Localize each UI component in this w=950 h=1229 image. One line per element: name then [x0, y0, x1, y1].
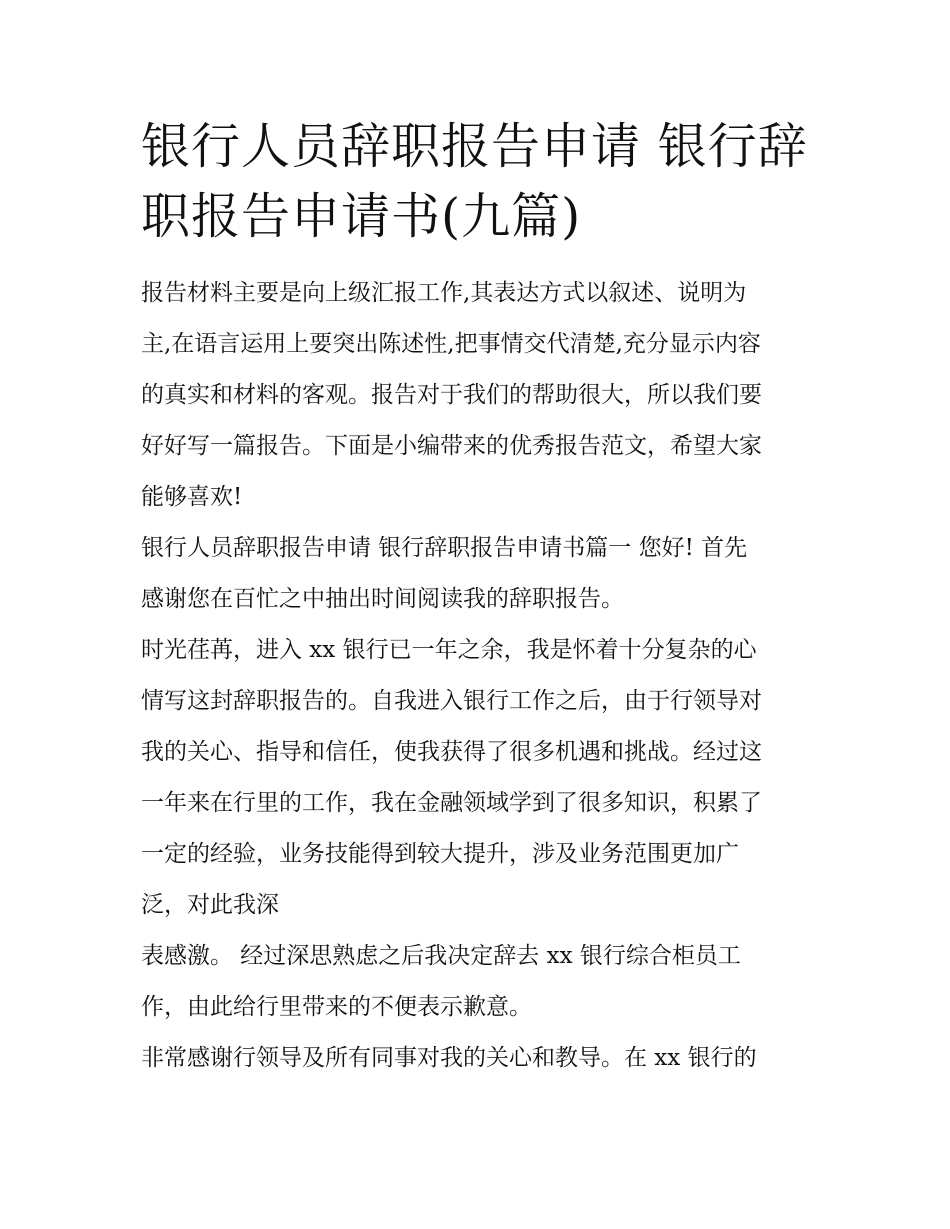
paragraph-reason	[141, 625, 821, 931]
text-line: 主,在语言运用上要突出陈述性,把事情交代清楚,充分显示内容	[141, 331, 761, 357]
document-content	[141, 112, 821, 1084]
paragraph-decision	[141, 931, 821, 1033]
text-line: 能够喜欢!	[141, 484, 243, 510]
document-body	[141, 268, 821, 1084]
title-line: 银行人员辞职报告申请 银行辞	[141, 118, 808, 175]
paragraph-heading-greeting	[141, 523, 821, 625]
text-line: 我的关心、指导和信任，使我获得了很多机遇和挑战。经过这	[141, 739, 762, 765]
text-line: 好好写一篇报告。下面是小编带来的优秀报告范文，希望大家	[141, 433, 762, 459]
paragraph-intro	[141, 268, 821, 523]
text-line: 的真实和材料的客观。报告对于我们的帮助很大，所以我们要	[141, 382, 762, 408]
title-line: 职报告申请书(九篇)	[141, 188, 582, 245]
text-line: 情写这封辞职报告的。自我进入银行工作之后，由于行领导对	[141, 688, 762, 714]
paragraph-thanks	[141, 1033, 821, 1084]
text-line: 时光荏苒，进入 xx 银行已一年之余，我是怀着十分复杂的心	[141, 637, 757, 663]
text-line: 一年来在行里的工作，我在金融领域学到了很多知识，积累了	[141, 790, 762, 816]
document-title	[141, 112, 821, 252]
text-line: 泛，对此我深	[141, 892, 279, 918]
text-line: 银行人员辞职报告申请 银行辞职报告申请书篇一 您好! 首先	[141, 535, 748, 561]
text-line: 感谢您在百忙之中抽出时间阅读我的辞职报告。	[141, 586, 624, 612]
text-line: 表感激。 经过深思熟虑之后我决定辞去 xx 银行综合柜员工	[141, 943, 741, 969]
text-line: 一定的经验，业务技能得到较大提升，涉及业务范围更加广	[141, 841, 739, 867]
text-line: 报告材料主要是向上级汇报工作,其表达方式以叙述、说明为	[141, 280, 747, 306]
text-line: 作，由此给行里带来的不便表示歉意。	[141, 994, 532, 1020]
text-line: 非常感谢行领导及所有同事对我的关心和教导。在 xx 银行的	[141, 1045, 757, 1071]
